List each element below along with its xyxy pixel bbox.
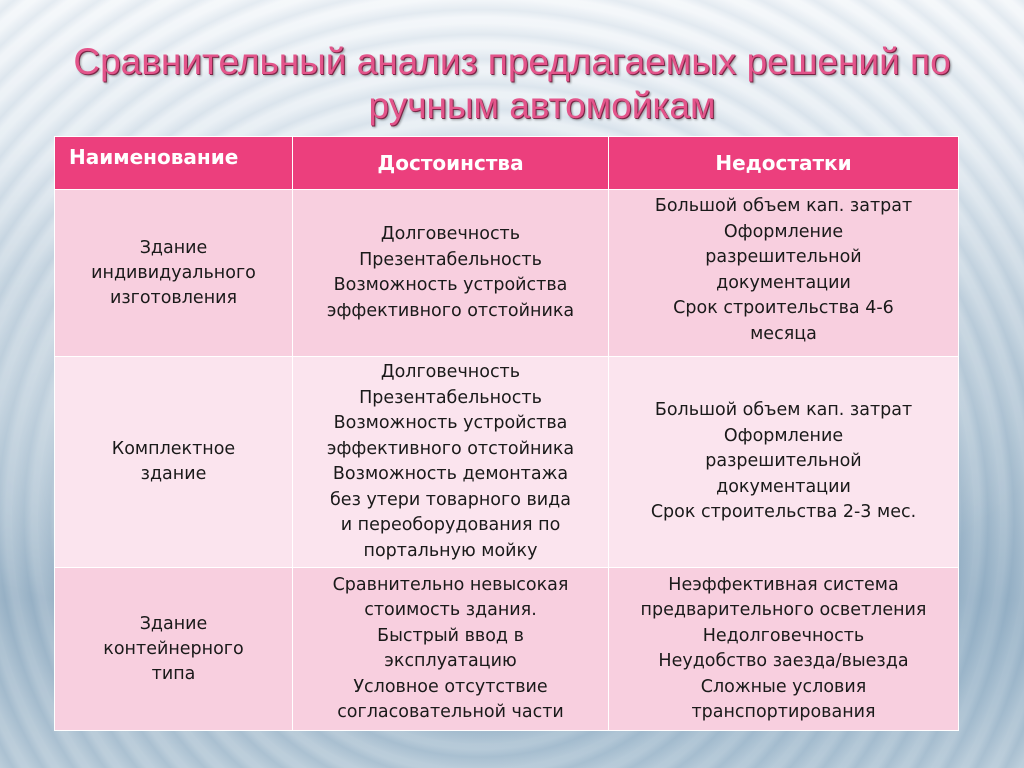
cell-line: Возможность устройства: [333, 413, 568, 433]
cell-line: без утери товарного вида: [330, 489, 571, 510]
cell-line: разрешительной: [705, 247, 862, 267]
comparison-table: [54, 136, 959, 731]
cell-line: Неэффективная система: [668, 574, 899, 595]
cell-line: согласовательной части: [337, 702, 564, 722]
cell-line: Срок строительства 4-6: [673, 298, 894, 318]
slide-title-line-1: Сравнительный анализ предлагаемых решений по: [73, 41, 951, 82]
cell-line: контейнерного: [103, 638, 244, 659]
cell-line: Неудобство заезда/выезда: [658, 651, 909, 671]
cell-line: Презентабельность: [359, 249, 542, 270]
row-name-cell: [55, 568, 293, 731]
row-cons-cell: [609, 357, 959, 568]
cell-line: Здание: [139, 237, 208, 258]
cell-line: Срок строительства 2-3 мес.: [650, 502, 917, 523]
cell-line: Большой объем кап. затрат: [654, 400, 913, 421]
cell-line: разрешительной: [705, 451, 862, 472]
cell-line: и переоборудования по: [340, 515, 561, 535]
cell-line: Быстрый ввод в: [377, 625, 524, 646]
cell-line: предварительного осветления: [640, 600, 927, 620]
cell-line: документации: [716, 476, 851, 497]
table-row: [55, 357, 959, 568]
cell-line: Оформление: [723, 425, 844, 446]
row-cons-cell: [609, 190, 959, 357]
cell-line: изготовления: [109, 287, 238, 308]
cell-line: Долговечность: [380, 362, 521, 382]
cell-line: Презентабельность: [359, 387, 542, 408]
cell-line: эффективного отстойника: [326, 300, 575, 321]
header-name: Наименование: [55, 137, 293, 190]
cell-line: Оформление: [723, 221, 844, 242]
cell-line: индивидуального: [91, 262, 256, 283]
cell-line: здание: [140, 464, 207, 484]
cell-line: Недолговечность: [702, 625, 865, 646]
row-pros-cell: [293, 190, 609, 357]
row-cons-cell: [609, 568, 959, 731]
row-pros-cell: [293, 357, 609, 568]
cell-line: Сложные условия: [700, 676, 867, 697]
cell-line: Здание: [139, 613, 208, 634]
header-pros: Достоинства: [293, 137, 609, 190]
row-name-cell: [55, 190, 293, 357]
table-row: [55, 568, 959, 731]
cell-line: транспортирования: [691, 702, 876, 722]
row-pros-cell: [293, 568, 609, 731]
cell-line: портальную мойку: [363, 540, 538, 561]
slide-title-line-2: ручным автомойкам: [368, 85, 716, 126]
row-name-cell: [55, 357, 293, 568]
header-cons: Недостатки: [609, 137, 959, 190]
cell-line: Долговечность: [380, 224, 521, 244]
cell-line: месяца: [750, 323, 817, 344]
cell-line: Возможность демонтажа: [332, 464, 569, 484]
cell-line: Сравнительно невысокая: [332, 574, 569, 595]
cell-line: Комплектное: [111, 439, 236, 459]
cell-line: эксплуатацию: [384, 651, 517, 671]
cell-line: типа: [151, 663, 196, 684]
slide-title: [0, 40, 1024, 128]
cell-line: стоимость здания.: [364, 600, 537, 620]
cell-line: Возможность устройства: [333, 275, 568, 295]
cell-line: Большой объем кап. затрат: [654, 196, 913, 216]
cell-line: документации: [716, 272, 851, 293]
cell-line: эффективного отстойника: [326, 438, 575, 459]
table-header-row: [55, 137, 959, 190]
cell-line: Условное отсутствие: [353, 676, 548, 697]
table-row: [55, 190, 959, 357]
